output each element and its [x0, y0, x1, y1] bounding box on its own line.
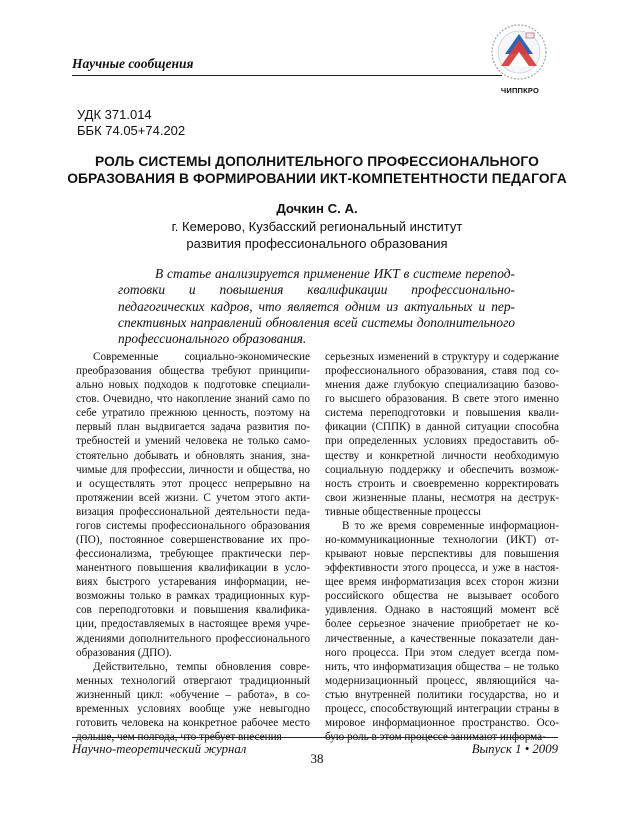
body-text-line: временных условиях вообще уже невыгодно: [76, 702, 310, 715]
body-text-line: преобразования общества требуют принципи-: [76, 365, 310, 378]
body-text-line: профессионального образования, ставя под со-: [325, 365, 559, 378]
body-text-line: удивления. Однако в настоящий момент всё: [325, 604, 559, 617]
body-text-line: и осуществлять этот процесс непрерывно на: [76, 477, 310, 490]
abstract-line: спективных направлений обновления всей системы дополнительного: [118, 314, 515, 330]
abstract-line: профессионального образования.: [118, 331, 307, 347]
body-text-line: Действительно, темпы обновления совре-: [93, 660, 310, 673]
body-text-line: нить, что информатизация общества – не только: [325, 660, 559, 673]
affiliation-line-1: г. Кемерово, Кузбасский региональный институт: [171, 219, 463, 234]
body-text-line: стов. Очевидно, что накопление знаний само по: [76, 393, 310, 406]
body-text-line: система переподготовки и повышения квали-: [325, 407, 559, 420]
body-text-line: первый план выдвигается задача развития по-: [76, 421, 310, 434]
body-text-line: более серьезное значение приобретает не ко-: [325, 618, 559, 631]
title-line-1: РОЛЬ СИСТЕМЫ ДОПОЛНИТЕЛЬНОГО ПРОФЕССИОНАЛЬНОГО: [95, 154, 539, 169]
body-text-line: ществу и конкретной личности необходимую: [325, 449, 559, 462]
author-name: Дочкин С. А.: [276, 201, 358, 216]
body-text-line: свои жизненные планы, несмотря на деструк-: [325, 491, 559, 504]
body-text-line: готовить человека на конкретное рабочее место: [76, 717, 310, 730]
page-number: 38: [310, 751, 324, 766]
body-text-line: гогов системы профессионального образования: [76, 519, 310, 532]
body-text-line: ждениями дополнительного профессионального: [76, 632, 310, 645]
body-text-line: стью внутренней политики государства, но и: [325, 688, 559, 701]
body-text-line: модернизационный процесс, являющийся ча-: [325, 674, 559, 687]
footer-journal-name: Научно-теоретический журнал: [72, 742, 247, 756]
body-text-line: возможны только в рамках традиционных кур-: [76, 590, 310, 603]
body-text-line: менных технологий отвергают традиционный: [76, 674, 310, 687]
bbk-code: ББК 74.05+74.202: [77, 123, 186, 138]
body-column-left: [76, 350, 310, 744]
affiliation-line-2: развития профессионального образования: [186, 235, 448, 251]
body-text-line: ность строить и своевременно корректировать: [325, 477, 559, 490]
footer-issue: Выпуск 1 • 2009: [471, 742, 558, 756]
body-text-line: фикации (СППК) в данной ситуации способна: [325, 421, 559, 434]
body-column-right: [325, 350, 559, 744]
body-text-line: мнения даже глубокую специализацию базово-: [325, 379, 559, 392]
body-text-line: себе утратило прежнюю ценность, поэтому на: [76, 407, 310, 420]
body-text-line: эффективности этого процесса, и уже в настоя-: [325, 562, 559, 575]
abstract-line: педагогических кадров, что является одним из актуальных и пер-: [118, 298, 515, 314]
classification-codes: [77, 107, 185, 139]
body-text-line: при определенных условиях предоставить об-: [325, 435, 559, 448]
body-text-line: тивные общественные процессы: [325, 505, 481, 518]
logo-caption: ЧИППКРО: [500, 86, 540, 95]
body-text-line: фессионализма, требующее практически пер-: [76, 548, 310, 561]
abstract: [118, 266, 515, 347]
body-text-line: но-коммуникационные технологии (ИКТ) от-: [325, 534, 559, 547]
header-rule: [72, 75, 502, 76]
udk-code: УДК 371.014: [77, 107, 152, 122]
body-text-line: российского общества не вызывает особого: [325, 590, 559, 603]
body-text-line: серьезных изменений в структуру и содержание: [325, 351, 559, 363]
abstract-line: В статье анализируется применение ИКТ в системе перепод-: [155, 266, 515, 281]
body-text-line: личественные, а качественные показатели дан-: [325, 632, 559, 645]
body-text-line: процесс, способствующий интеграции страны в: [325, 702, 559, 715]
body-text-line: Современные социально-экономические: [93, 351, 310, 363]
body-text-line: го высшего образования. В свете этого именно: [325, 393, 559, 406]
body-text-line: требностей и умений человека не только само-: [76, 435, 310, 448]
body-text-line: социальную поддержку и обеспечить возмож-: [325, 463, 559, 476]
body-text-line: (ПО), постоянное совершенствование их про-: [76, 534, 310, 547]
body-text-line: мировое информационное пространство. Осо-: [325, 717, 559, 730]
body-text-line: ально новых подходов к подготовке специали-: [76, 379, 310, 392]
body-text-line: протяжении всей жизни. С учетом этого акти-: [76, 491, 310, 504]
body-text-line: щее время информатизация всех сторон жизни: [325, 576, 559, 589]
article-title: [60, 153, 574, 187]
body-text-line: ции, предоставляемых в настоящее время учре-: [76, 618, 310, 631]
body-text-line: бую роль в этом процессе занимают информа-: [325, 731, 546, 744]
chippkro-logo: [487, 22, 551, 96]
running-header-section: Научные сообщения: [72, 56, 194, 71]
title-line-2: ОБРАЗОВАНИЯ В ФОРМИРОВАНИИ ИКТ-КОМПЕТЕНТНОСТИ ПЕДАГОГА: [67, 171, 567, 186]
body-text-line: жизненный цикл: «обучение – работа», в со-: [76, 688, 310, 701]
body-text-line: В то же время современные информацион-: [342, 519, 559, 532]
author-affiliation: [60, 219, 574, 252]
body-text-line: образования (ДПО).: [76, 646, 172, 659]
body-text-line: манентного повышения квалификации в усло-: [76, 562, 310, 575]
abstract-line: готовки и повышения квалификации профессионально-: [118, 282, 515, 298]
body-text-line: чимые для профессии, личности и общества, но: [76, 463, 310, 476]
body-text-line: виях быстрого устаревания информации, не-: [76, 576, 310, 589]
body-text-line: визация профессиональной деятельности педа-: [76, 505, 310, 518]
body-text-line: сов переподготовки и повышения квалифика-: [76, 604, 310, 617]
footer-rule: [72, 737, 558, 738]
body-text-line: крывают новые перспективы для повышения: [325, 548, 559, 561]
body-text-line: дольше, чем полгода, что требует внесения: [76, 731, 282, 744]
body-text-line: ного процесса. При этом следует всегда пом-: [325, 646, 559, 659]
body-text-line: стоятельно добывать и обновлять знания, зна-: [76, 449, 310, 462]
